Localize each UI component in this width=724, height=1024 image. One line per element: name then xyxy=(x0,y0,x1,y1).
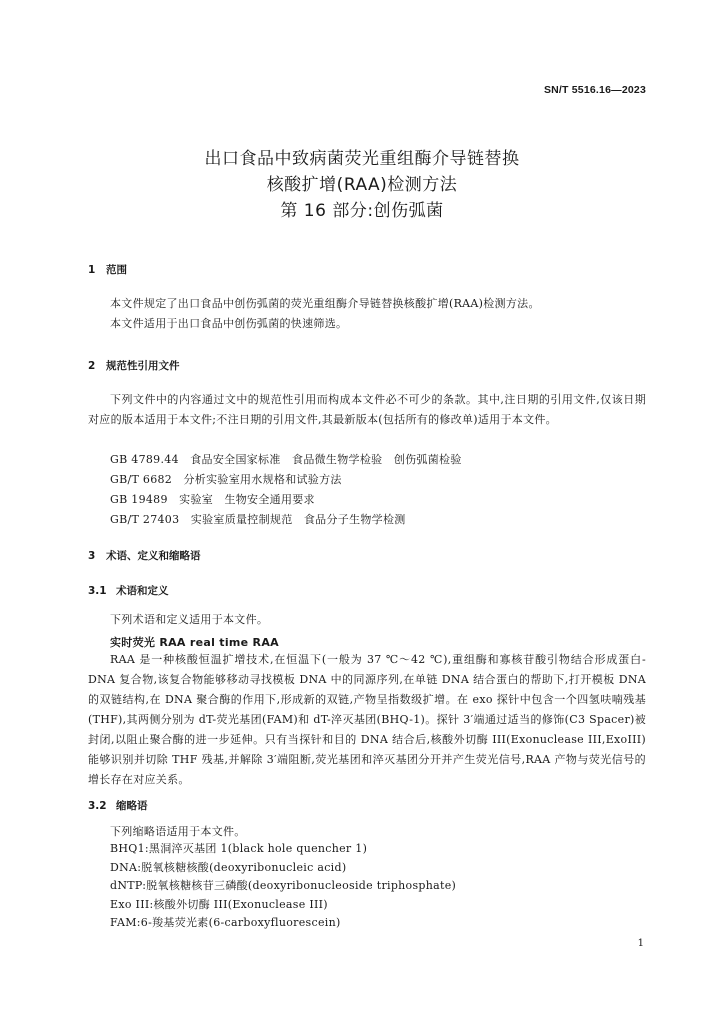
scope-paragraphs xyxy=(88,294,646,334)
normative-intro xyxy=(88,390,646,430)
title-line-1: 出口食品中致病菌荧光重组酶介导链替换 xyxy=(204,149,520,169)
abbreviation-item: Exo III:核酸外切酶 III(Exonuclease III) xyxy=(110,897,328,911)
paragraph: 下列缩略语适用于本文件。 xyxy=(110,825,246,838)
paragraph: 本文件适用于出口食品中创伤弧菌的快速筛选。 xyxy=(110,317,348,330)
title-line-3: 第 16 部分:创伤弧菌 xyxy=(280,201,444,221)
section-number: 2 xyxy=(88,360,96,372)
abbreviation-item: BHQ1:黑洞淬灭基团 1(black hole quencher 1) xyxy=(110,842,368,855)
standard-code: SN/T 5516.16—2023 xyxy=(543,84,646,96)
term-definition xyxy=(88,650,646,790)
section-heading-scope xyxy=(88,262,127,277)
section-number: 3.1 xyxy=(88,585,107,597)
reference-item: GB 4789.44 食品安全国家标准 食品微生物学检验 创伤弧菌检验 xyxy=(110,453,462,466)
section-number: 3 xyxy=(88,550,96,562)
abbrev-intro xyxy=(88,822,646,842)
section-number: 1 xyxy=(88,264,96,276)
section-number: 3.2 xyxy=(88,800,107,812)
terms-intro xyxy=(88,610,646,630)
section-title: 缩略语 xyxy=(116,800,148,812)
section-title: 术语、定义和缩略语 xyxy=(106,550,201,562)
abbreviation-item: DNA:脱氧核糖核酸(deoxyribonucleic acid) xyxy=(110,860,347,874)
paragraph: 本文件规定了出口食品中创伤弧菌的荧光重组酶介导链替换核酸扩增(RAA)检测方法。 xyxy=(110,297,540,310)
title-line-2: 核酸扩增(RAA)检测方法 xyxy=(266,175,458,195)
section-heading-terms xyxy=(88,548,201,563)
document-title xyxy=(0,146,724,224)
section-title: 术语和定义 xyxy=(116,585,169,597)
section-heading-normative-references xyxy=(88,358,180,373)
reference-item: GB/T 27403 实验室质量控制规范 食品分子生物学检测 xyxy=(110,513,406,526)
term-title: 实时荧光 RAA real time RAA xyxy=(110,636,279,649)
reference-item: GB/T 6682 分析实验室用水规格和试验方法 xyxy=(110,473,342,486)
paragraph: RAA 是一种核酸恒温扩增技术,在恒温下(一般为 37 ℃～42 ℃),重组酶和寡核苷酸引物结合形成蛋白-DNA 复合物,该复合物能够移动寻找模板 DNA 中的同源序列,在单链 DNA 结合蛋白的帮助下,打开模板 DNA 的双链结构,在 DNA 聚合酶的作用下,形成新的双链,产物呈指数级扩增。在 exo 探针中包含一个四氢呋喃残基(THF),其两侧分别为 dT-荧光基团(FAM)和 dT-淬灭基团(BHQ-1)。探针 3′端通过适当的修饰(C3 Spacer)被封闭,以阻止聚合酶的进一步延伸。只有当探针和目的 DNA 结合后,核酸外切酶 III(Exonuclease III,ExoIII)能够识别并切除 THF 残基,并解除 3′端阻断,荧光基团和淬灭基团分开并产生荧光信号,RAA 产物与荧光信号的增长存在对应关系。 xyxy=(88,653,646,786)
subsection-heading-terms-definitions xyxy=(88,583,169,598)
subsection-heading-abbreviations xyxy=(88,798,148,813)
reference-list xyxy=(110,450,646,530)
section-title: 规范性引用文件 xyxy=(106,360,180,372)
section-title: 范围 xyxy=(106,264,127,276)
paragraph: 下列术语和定义适用于本文件。 xyxy=(110,613,269,626)
abbreviation-list xyxy=(110,840,646,933)
reference-item: GB 19489 实验室 生物安全通用要求 xyxy=(110,493,315,506)
page-number: 1 xyxy=(637,938,644,949)
paragraph: 下列文件中的内容通过文中的规范性引用而构成本文件必不可少的条款。其中,注日期的引用文件,仅该日期对应的版本适用于本文件;不注日期的引用文件,其最新版本(包括所有的修改单)适用于本文件。 xyxy=(88,393,646,426)
abbreviation-item: FAM:6-羧基荧光素(6-carboxyfluorescein) xyxy=(110,916,341,929)
abbreviation-item: dNTP:脱氧核糖核苷三磷酸(deoxyribonucleoside triphosphate) xyxy=(110,879,457,892)
